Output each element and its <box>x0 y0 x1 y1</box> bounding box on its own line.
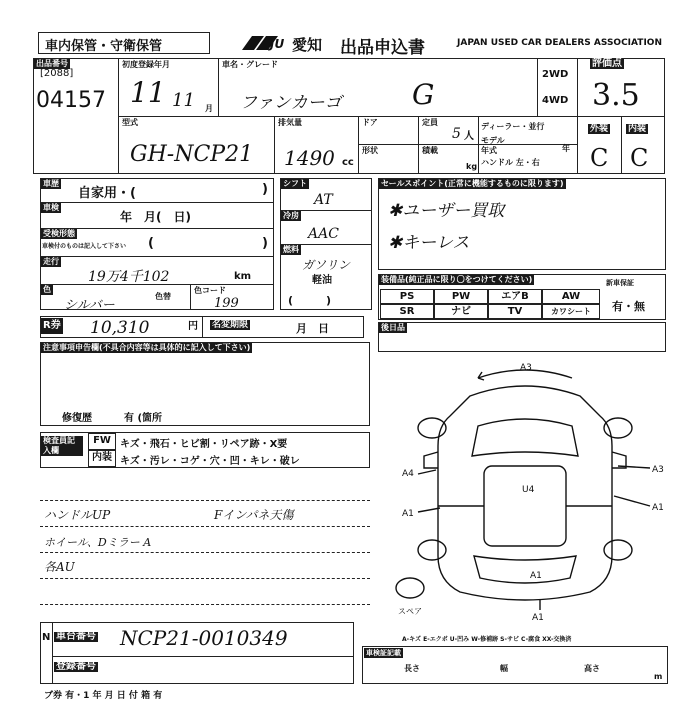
post-items-block <box>378 322 666 352</box>
bottom-row: ブ券 有・1 年 月 日 付 箱 有 <box>44 691 163 701</box>
damage-diagram <box>380 356 670 622</box>
equip-aw: AW <box>542 289 600 304</box>
shift-label: シフト <box>283 179 307 188</box>
notes-label: 注意事項申告欄(不具合内容等は具体的に記入して下さい) <box>43 343 251 352</box>
doors-label: ドア <box>362 118 378 127</box>
note-line-1: ハンドルUP <box>44 508 111 522</box>
storage-notice: 車内保管・守衛保管 <box>45 39 163 54</box>
fuel-value: ガソリン <box>302 258 351 272</box>
model-year-label: モデル年式 <box>481 136 505 155</box>
year-unit: 年 <box>562 144 570 153</box>
drive-2wd: 2WD <box>542 69 569 80</box>
height-label: 高さ <box>584 664 600 673</box>
equip-leather: カワシート <box>542 304 600 319</box>
post-items-label: 後日品 <box>381 323 405 332</box>
equip-navi: ナビ <box>434 304 488 319</box>
logo-text: JU <box>270 37 285 51</box>
fuel-label: 燃料 <box>283 245 299 254</box>
diagram-label-a1-bottom: A1 <box>532 613 544 622</box>
interior-grade: C <box>630 144 649 172</box>
recycle-label: R券 <box>41 318 63 334</box>
vehicle-grade: G <box>412 78 435 111</box>
fw-text: キズ・飛石・ヒビ割・リペア跡・X要 <box>120 439 288 450</box>
transfer-text: 月 日 <box>296 322 329 335</box>
diagram-label-a3-right: A3 <box>652 465 664 475</box>
dealer-label: ディーラー・並行 <box>481 122 545 131</box>
displacement-label: 排気量 <box>278 118 302 127</box>
sales-point-2: ✱キーレス <box>388 233 470 253</box>
handle-label: ハンドル 左・右 <box>481 158 540 167</box>
first-reg-label: 初度登録年月 <box>122 60 170 69</box>
repair-label: 修復歴 <box>62 413 92 424</box>
inspector-label: 検査員記入欄 <box>41 436 83 456</box>
color-value: シルバー <box>64 298 115 313</box>
storage-notice-box <box>38 32 210 54</box>
diagram-label-a1-left: A1 <box>402 509 414 519</box>
diagram-label-a1-rear: A1 <box>530 571 542 581</box>
equip-ps: PS <box>380 289 434 304</box>
chassis-label: 車台番号 <box>56 631 96 642</box>
seats-label: 定員 <box>422 118 438 127</box>
lot-label: 出品番号 <box>36 59 68 68</box>
lot-number: 04157 <box>36 88 106 113</box>
evaluation-score: 3.5 <box>592 78 640 113</box>
receipt-label: 受検形態 <box>43 229 75 238</box>
note-line-3: 各AU <box>44 560 75 574</box>
yen-unit: 円 <box>188 321 198 332</box>
width-label: 幅 <box>500 664 508 673</box>
note-line-1b: Fインパネ天傷 <box>214 508 294 522</box>
interior-text: キズ・汚レ・コゲ・穴・凹・キレ・破レ <box>120 456 300 467</box>
name-label: 車名・グレード <box>222 60 278 69</box>
receipt-note: 車検付のものは記入して下さい <box>42 243 127 250</box>
form-title: 出品申込書 <box>340 38 425 58</box>
aircon-label: 冷房 <box>283 211 299 220</box>
score-label: 評価点 <box>592 58 622 69</box>
inspection-text: 年 月( 日) <box>120 210 191 224</box>
model-label: 型式 <box>122 118 138 127</box>
color-code-label: 色コード <box>194 286 226 295</box>
equip-pw: PW <box>434 289 488 304</box>
warranty-label: 新車保証 <box>606 279 634 287</box>
diagram-label-a3-top: A3 <box>520 363 532 373</box>
warranty-value: 有・無 <box>612 300 645 313</box>
kg-unit: kg <box>466 162 478 171</box>
shape-label: 形状 <box>362 146 378 155</box>
diagram-label-a4: A4 <box>402 469 414 479</box>
exterior-label: 外装 <box>590 124 609 134</box>
fw-label: FW <box>88 433 116 450</box>
length-label: 長さ <box>404 664 420 673</box>
vehicle-name: ファンカーゴ <box>240 93 342 113</box>
seats: 5 <box>452 126 461 142</box>
reg-label: 登録番号 <box>56 661 96 672</box>
sales-points-block <box>378 178 666 270</box>
first-reg-month: 11 <box>172 90 195 111</box>
inspection-label: 車検 <box>43 203 59 212</box>
month-unit: 月 <box>205 104 213 113</box>
equip-sr: SR <box>380 304 434 319</box>
shift-value: AT <box>314 192 333 208</box>
km-unit: km <box>234 271 252 282</box>
equipment-label: 装備品(純正品に限り〇をつけてください) <box>381 275 533 284</box>
fuel-alt: 軽油 <box>312 275 332 286</box>
usage-value: 自家用・( <box>78 186 136 201</box>
model-code: GH-NCP21 <box>130 142 254 167</box>
color-code: 199 <box>214 296 239 311</box>
size-label: 車検証記載 <box>366 649 401 657</box>
usage-label: 車歴 <box>43 179 59 188</box>
transfer-label: 名変期限 <box>212 320 249 330</box>
association-name: JAPAN USED CAR DEALERS ASSOCIATION <box>457 38 662 48</box>
mileage-label: 走行 <box>43 257 59 266</box>
repair-text: 有 (箇所 <box>124 413 163 424</box>
sales-points-label: セールスポイント(正常に機能するものに限ります) <box>381 179 564 188</box>
diagram-label-a1-right: A1 <box>652 503 664 513</box>
exterior-grade: C <box>590 144 609 172</box>
meter-unit: m <box>654 672 663 681</box>
damage-legend: A-キズ E-エクボ U-凹み W-修補跡 S-サビ C-腐食 XX-交換済 <box>402 636 572 643</box>
color-label: 色 <box>43 285 51 294</box>
interior-label: 内装 <box>628 124 647 134</box>
color-change-label: 色替 <box>155 292 171 301</box>
note-line-2: ホイール、Dミラー A <box>44 536 152 549</box>
aircon-value: AAC <box>308 226 339 242</box>
sales-point-1: ✱ユーザー買取 <box>388 201 505 221</box>
first-reg-year: 11 <box>130 76 166 109</box>
chassis-number: NCP21-0010349 <box>120 626 288 650</box>
drive-4wd: 4WD <box>542 95 569 106</box>
recycle-value: 10,310 <box>90 318 150 338</box>
load-label: 積載 <box>422 146 438 155</box>
equip-airbag: エアB <box>488 289 542 304</box>
lot-sub: [2088] <box>40 68 74 79</box>
mileage: 19万4千102 <box>88 269 170 285</box>
displacement: 1490 <box>284 146 335 170</box>
spare-label: スペア <box>398 607 422 616</box>
interior-inspect-label: 内装 <box>88 450 116 467</box>
ju-logo <box>240 34 292 52</box>
diagram-label-u4: U4 <box>522 485 535 495</box>
seats-unit: 人 <box>464 131 474 142</box>
equip-tv: TV <box>488 304 542 319</box>
cc-unit: cc <box>342 157 354 168</box>
region: 愛知 <box>292 36 323 54</box>
